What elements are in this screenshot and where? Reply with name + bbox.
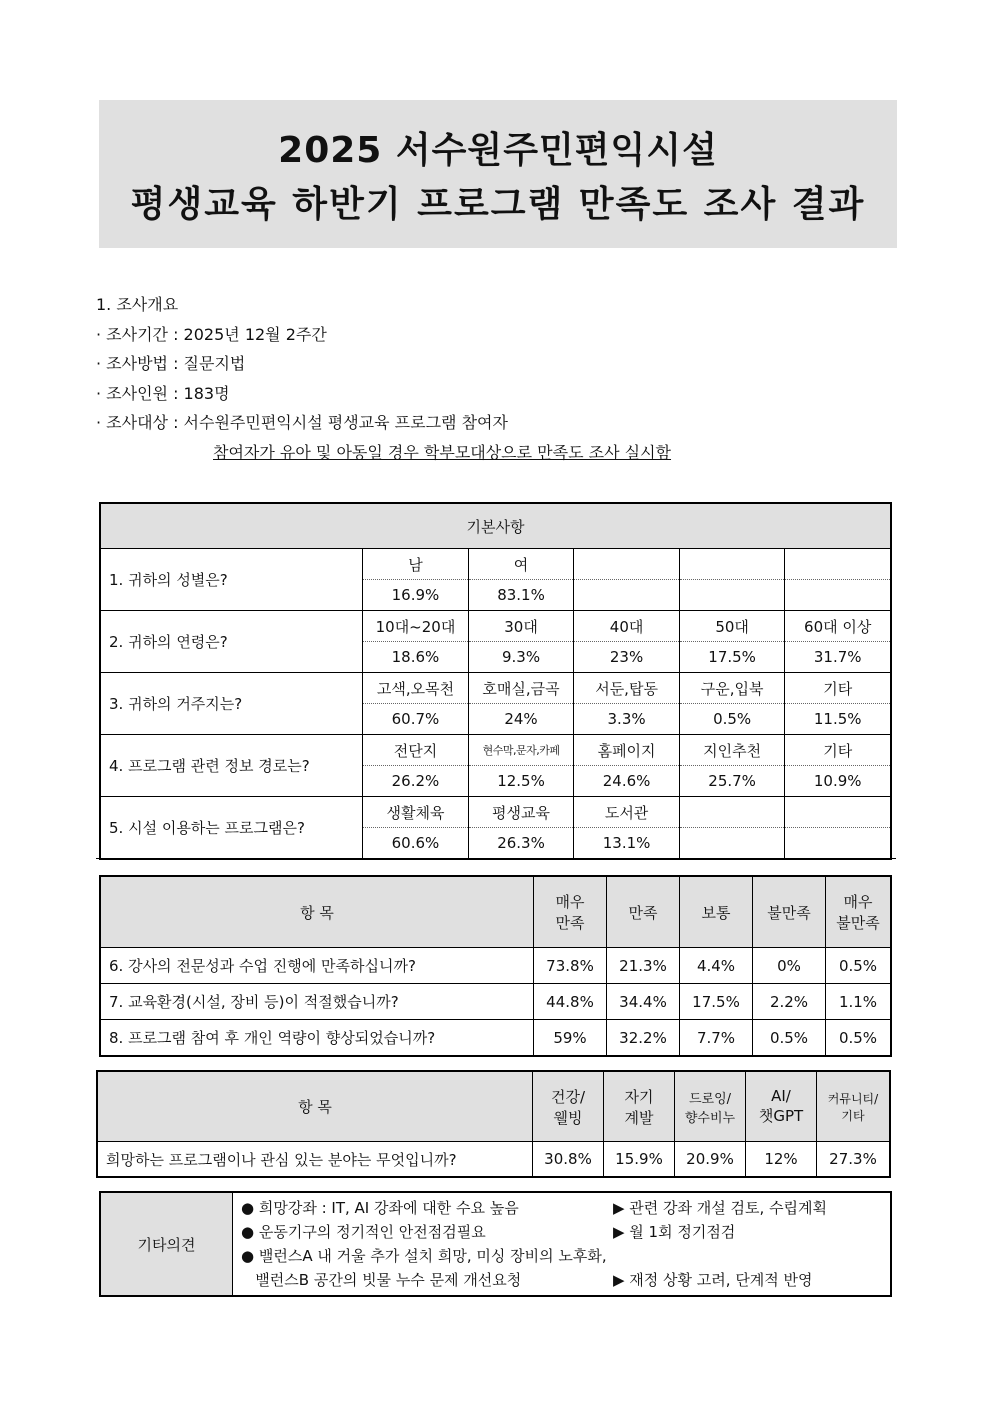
opinion-line: ● 희망강좌 : IT, AI 강좌에 대한 수요 높음 ▶ 관련 강좌 개설 검토, 수립계획 (241, 1199, 828, 1217)
overview-count: · 조사인원 : 183명 (96, 383, 230, 403)
option-value: 11.5% (785, 704, 891, 735)
item-header: 항 목 (100, 876, 534, 948)
question-cell: 7. 교육환경(시설, 장비 등)이 적절했습니까? (100, 984, 534, 1020)
survey-overview (96, 290, 671, 467)
other-label: 기타의견 (100, 1192, 233, 1296)
option-label: 기타 (785, 673, 891, 704)
overview-method: · 조사방법 : 질문지법 (96, 354, 246, 373)
option-label: 지인추천 (679, 735, 785, 766)
other-opinions-table (99, 1191, 892, 1297)
value-cell: 20.9% (675, 1142, 746, 1178)
option-value: 13.1% (574, 828, 680, 860)
option-value: 9.3% (468, 642, 574, 673)
option-value: 31.7% (785, 642, 891, 673)
divider (96, 858, 896, 859)
value-cell: 1.1% (826, 984, 892, 1020)
option-value: 12.5% (468, 766, 574, 797)
question-cell: 5. 시설 이용하는 프로그램은? (100, 797, 363, 860)
option-label: 호매실,금곡 (468, 673, 574, 704)
value-cell: 32.2% (607, 1020, 680, 1057)
overview-period: · 조사기간 : 2025년 12월 2주간 (96, 324, 327, 344)
question-cell: 4. 프로그램 관련 정보 경로는? (100, 735, 363, 797)
option-label: 전단지 (363, 735, 469, 766)
option-label: 현수막,문자,카페 (468, 735, 574, 766)
overview-heading: 1. 조사개요 (96, 295, 179, 314)
option-value: 0.5% (679, 704, 785, 735)
option-value: 26.3% (468, 828, 574, 860)
question-cell: 1. 귀하의 성별은? (100, 549, 363, 611)
option-value: 26.2% (363, 766, 469, 797)
opinion-line: ● 밸런스A 내 거울 추가 설치 희망, 미싱 장비의 노후화, (241, 1247, 607, 1265)
col-header: 보통 (680, 876, 753, 948)
option-value: 16.9% (363, 580, 469, 611)
value-cell: 44.8% (534, 984, 607, 1020)
option-label: 30대 (468, 611, 574, 642)
option-label: 40대 (574, 611, 680, 642)
value-cell: 0.5% (753, 1020, 826, 1057)
col-header: 불만족 (753, 876, 826, 948)
overview-note: 참여자가 유아 및 아동일 경우 학부모대상으로 만족도 조사 실시함 (213, 442, 672, 462)
option-value: 60.6% (363, 828, 469, 860)
value-cell: 2.2% (753, 984, 826, 1020)
col-header: 매우 만족 (534, 876, 607, 948)
value-cell: 15.9% (604, 1142, 675, 1178)
value-cell: 0.5% (826, 1020, 892, 1057)
value-cell: 12% (746, 1142, 817, 1178)
option-value: 10.9% (785, 766, 891, 797)
option-value: 17.5% (679, 642, 785, 673)
option-label: 여 (468, 549, 574, 580)
item-header: 항 목 (97, 1071, 533, 1142)
option-value: 18.6% (363, 642, 469, 673)
opinion-line: ● 운동기구의 정기적인 안전점검필요 ▶ 월 1회 정기점검 (241, 1223, 736, 1241)
option-value (574, 580, 680, 611)
option-label (679, 549, 785, 580)
question-cell: 3. 귀하의 거주지는? (100, 673, 363, 735)
value-cell: 17.5% (680, 984, 753, 1020)
question-cell: 8. 프로그램 참여 후 개인 역량이 향상되었습니까? (100, 1020, 534, 1057)
value-cell: 4.4% (680, 948, 753, 984)
value-cell: 21.3% (607, 948, 680, 984)
title-box (99, 100, 897, 248)
question-cell: 6. 강사의 전문성과 수업 진행에 만족하십니까? (100, 948, 534, 984)
option-value: 60.7% (363, 704, 469, 735)
title-line1: 2025 서수원주민편익시설 (278, 130, 718, 171)
option-label: 기타 (785, 735, 891, 766)
option-label (574, 549, 680, 580)
value-cell: 73.8% (534, 948, 607, 984)
question-cell: 2. 귀하의 연령은? (100, 611, 363, 673)
title-line2: 평생교육 하반기 프로그램 만족도 조사 결과 (130, 184, 866, 225)
value-cell: 7.7% (680, 1020, 753, 1057)
question-cell: 희망하는 프로그램이나 관심 있는 분야는 무엇입니까? (97, 1142, 533, 1178)
option-value: 24.6% (574, 766, 680, 797)
col-header: 자기 계발 (604, 1071, 675, 1142)
option-value (679, 828, 785, 860)
basic-header: 기본사항 (100, 503, 891, 549)
value-cell: 34.4% (607, 984, 680, 1020)
option-value: 24% (468, 704, 574, 735)
col-header: 드로잉/ 향수비누 (675, 1071, 746, 1142)
wanted-program-table (96, 1070, 891, 1178)
option-value (785, 580, 891, 611)
option-value (785, 828, 891, 860)
option-value: 23% (574, 642, 680, 673)
col-header: 건강/ 웰빙 (533, 1071, 604, 1142)
value-cell: 27.3% (817, 1142, 891, 1178)
col-header: 만족 (607, 876, 680, 948)
option-label: 서둔,탑동 (574, 673, 680, 704)
option-label: 구운,입북 (679, 673, 785, 704)
option-label (785, 797, 891, 828)
option-label: 10대~20대 (363, 611, 469, 642)
option-label: 50대 (679, 611, 785, 642)
option-value (679, 580, 785, 611)
option-label (785, 549, 891, 580)
option-label: 생활체육 (363, 797, 469, 828)
option-label: 60대 이상 (785, 611, 891, 642)
opinion-line: 밸런스B 공간의 빗물 누수 문제 개선요청 ▶ 재정 상황 고려, 단계적 반영 (241, 1271, 813, 1289)
overview-target: · 조사대상 : 서수원주민편익시설 평생교육 프로그램 참여자 (96, 413, 508, 432)
option-value: 83.1% (468, 580, 574, 611)
col-header: AI/ 챗GPT (746, 1071, 817, 1142)
option-value: 25.7% (679, 766, 785, 797)
option-label: 고색,오목천 (363, 673, 469, 704)
option-label: 남 (363, 549, 469, 580)
col-header: 매우 불만족 (826, 876, 892, 948)
basic-info-table (99, 502, 892, 860)
option-value: 3.3% (574, 704, 680, 735)
value-cell: 30.8% (533, 1142, 604, 1178)
col-header: 커뮤니티/ 기타 (817, 1071, 891, 1142)
value-cell: 0% (753, 948, 826, 984)
satisfaction-table (99, 875, 892, 1057)
option-label (679, 797, 785, 828)
other-body (233, 1192, 892, 1296)
option-label: 평생교육 (468, 797, 574, 828)
option-label: 홈페이지 (574, 735, 680, 766)
value-cell: 0.5% (826, 948, 892, 984)
option-label: 도서관 (574, 797, 680, 828)
value-cell: 59% (534, 1020, 607, 1057)
